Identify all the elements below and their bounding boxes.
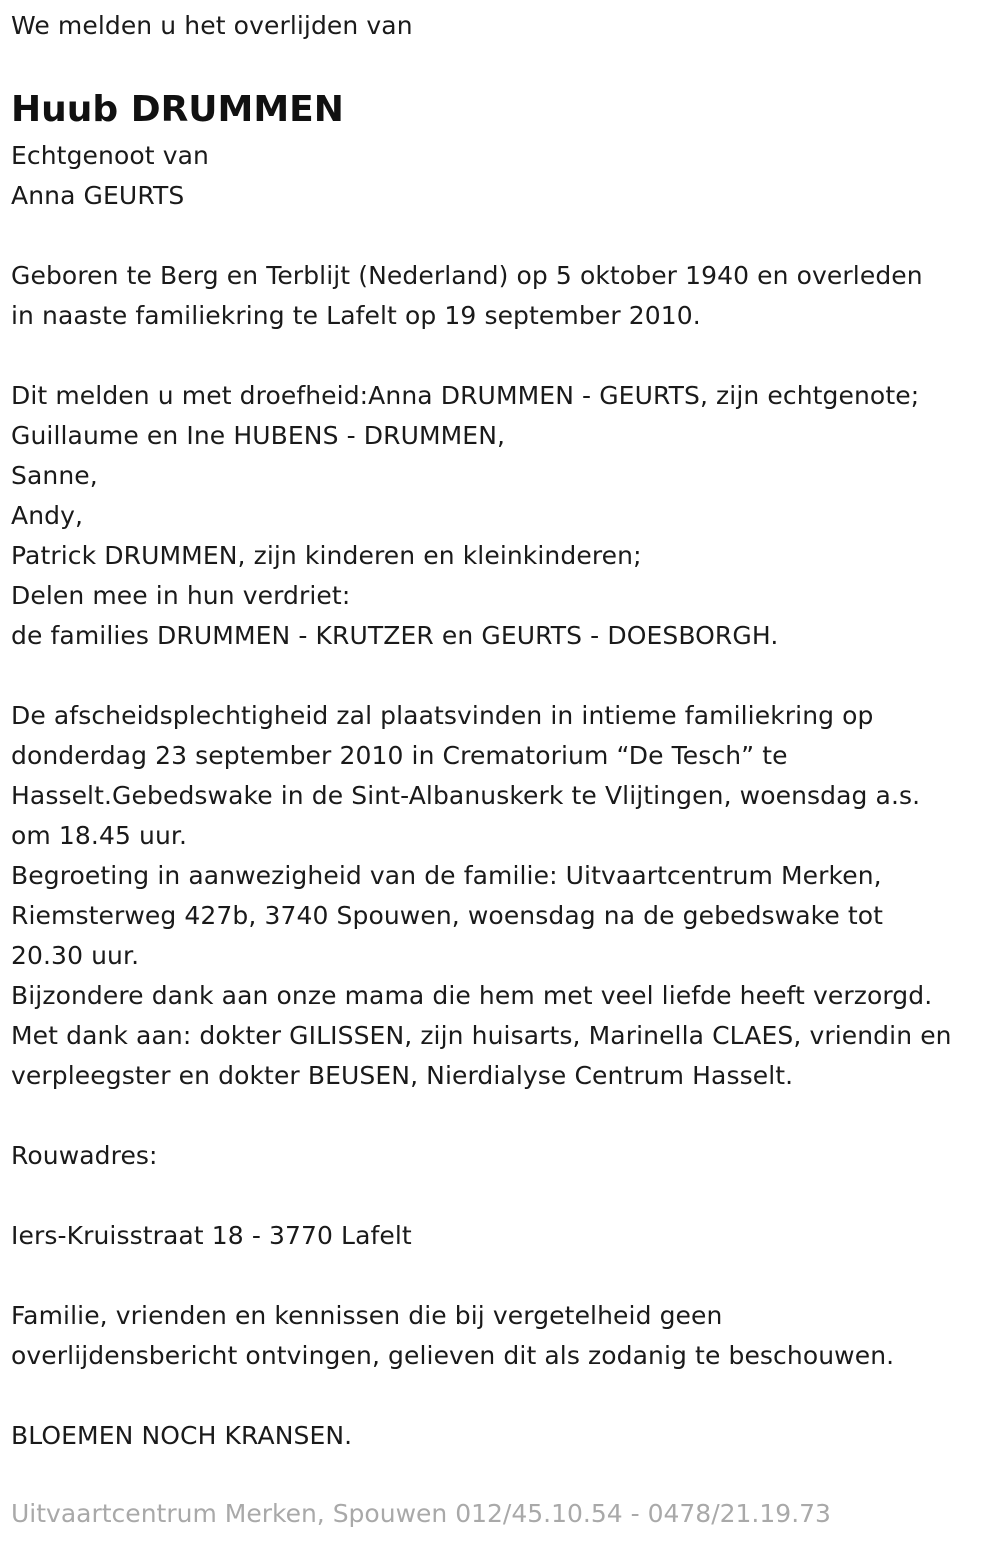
birth-death-line: in naaste familiekring te Lafelt op 19 september 2010. <box>11 301 701 330</box>
ceremony-line: 20.30 uur. <box>11 941 140 970</box>
funeral-home-footer: Uitvaartcentrum Merken, Spouwen 012/45.10.54 - 0478/21.19.73 <box>11 1499 831 1528</box>
mourning-address: Iers-Kruisstraat 18 - 3770 Lafelt <box>11 1221 412 1250</box>
birth-death-line: Geboren te Berg en Terblijt (Nederland) op 5 oktober 1940 en overleden <box>11 261 923 290</box>
family-line: Sanne, <box>11 461 98 490</box>
birth-death-paragraph <box>11 256 989 336</box>
family-line: Delen mee in hun verdriet: <box>11 581 351 610</box>
ceremony-paragraph <box>11 696 989 1096</box>
family-line: de families DRUMMEN - KRUTZER en GEURTS - DOESBORGH. <box>11 621 779 650</box>
flowers-notice: BLOEMEN NOCH KRANSEN. <box>11 1421 353 1450</box>
ceremony-line: De afscheidsplechtigheid zal plaatsvinden in intieme familiekring op <box>11 701 874 730</box>
family-line: Patrick DRUMMEN, zijn kinderen en kleinkinderen; <box>11 541 642 570</box>
ceremony-line: Bijzondere dank aan onze mama die hem met veel liefde heeft verzorgd. <box>11 981 933 1010</box>
spouse-block <box>11 136 989 216</box>
address-label: Rouwadres: <box>11 1141 158 1170</box>
deceased-name: Huub DRUMMEN <box>11 89 344 130</box>
ceremony-line: Met dank aan: dokter GILISSEN, zijn huisarts, Marinella CLAES, vriendin en <box>11 1021 952 1050</box>
spouse-line: Echtgenoot van <box>11 141 209 170</box>
ceremony-line: Riemsterweg 427b, 3740 Spouwen, woensdag na de gebedswake tot <box>11 901 884 930</box>
spouse-line: Anna GEURTS <box>11 181 185 210</box>
notice-line: Familie, vrienden en kennissen die bij vergetelheid geen <box>11 1301 723 1330</box>
family-line: Guillaume en Ine HUBENS - DRUMMEN, <box>11 421 506 450</box>
ceremony-line: Begroeting in aanwezigheid van de familie: Uitvaartcentrum Merken, <box>11 861 882 890</box>
ceremony-line: Hasselt.Gebedswake in de Sint-Albanuskerk te Vlijtingen, woensdag a.s. <box>11 781 921 810</box>
family-paragraph <box>11 376 989 656</box>
family-line: Dit melden u met droefheid:Anna DRUMMEN - GEURTS, zijn echtgenote; <box>11 381 920 410</box>
ceremony-line: om 18.45 uur. <box>11 821 188 850</box>
ceremony-line: verpleegster en dokter BEUSEN, Nierdialyse Centrum Hasselt. <box>11 1061 794 1090</box>
family-line: Andy, <box>11 501 84 530</box>
ceremony-line: donderdag 23 september 2010 in Crematorium “De Tesch” te <box>11 741 788 770</box>
intro-text: We melden u het overlijden van <box>11 11 413 40</box>
notice-paragraph <box>11 1296 989 1376</box>
notice-line: overlijdensbericht ontvingen, gelieven dit als zodanig te beschouwen. <box>11 1341 895 1370</box>
